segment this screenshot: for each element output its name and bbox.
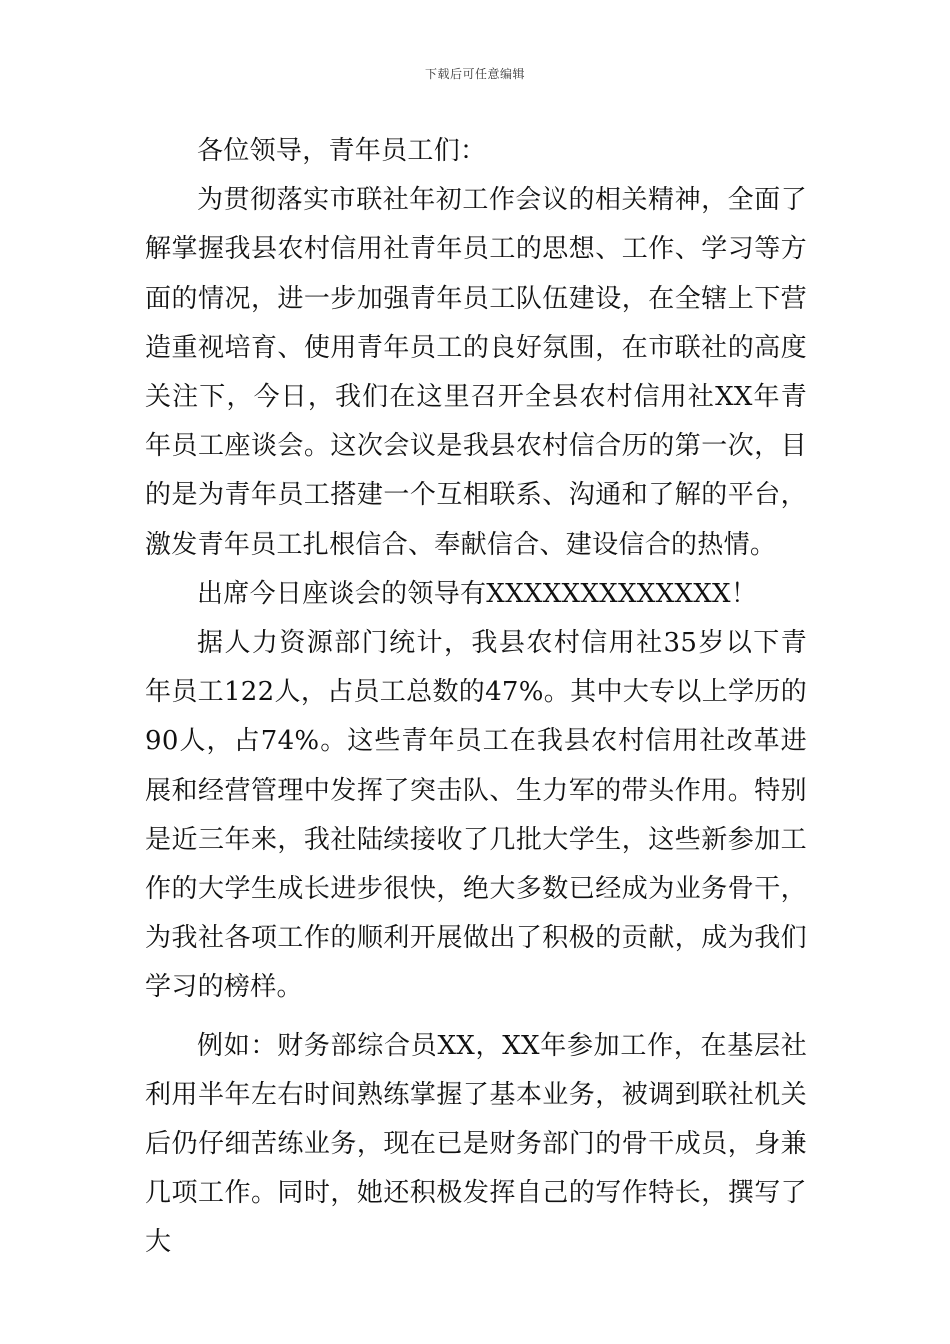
salutation-paragraph: 各位领导，青年员工们： — [197, 136, 487, 166]
document-body — [145, 127, 807, 1268]
statistics-paragraph: 据人力资源部门统计，我县农村信用社35岁以下青年员工122人，占员工总数的47%。其中大专以上学历的90人，占74%。这些青年员工在我县农村信用社改革进展和经营管理中发挥了突击队、生力军的带头作用。特别是近三年来，我社陆续接收了几批大学生，这些新参加工作的大学生成长进步很快，绝大多数已经成为业务骨干，为我社各项工作的顺利开展做出了积极的贡献，成为我们学习的榜样。 — [145, 628, 807, 1003]
intro-paragraph: 为贯彻落实市联社年初工作会议的相关精神，全面了解掌握我县农村信用社青年员工的思想、工作、学习等方面的情况，进一步加强青年员工队伍建设，在全辖上下营造重视培育、使用青年员工的良好氛围，在市联社的高度关注下，今日，我们在这里召开全县农村信用社XX年青年员工座谈会。这次会议是我县农村信合历的第一次，目的是为青年员工搭建一个互相联系、沟通和了解的平台，激发青年员工扎根信合、奉献信合、建设信合的热情。 — [145, 185, 807, 560]
page-header-note: 下载后可任意编辑 — [424, 67, 525, 81]
attendees-paragraph: 出席今日座谈会的领导有XXXXXXXXXXXXX！ — [197, 578, 758, 609]
example-paragraph: 例如：财务部综合员XX，XX年参加工作，在基层社利用半年左右时间熟练掌握了基本业务，被调到联社机关后仍仔细苦练业务，现在已是财务部门的骨干成员，身兼几项工作。同时，她还积极发挥自己的写作特长，撰写了大 — [145, 1030, 807, 1258]
